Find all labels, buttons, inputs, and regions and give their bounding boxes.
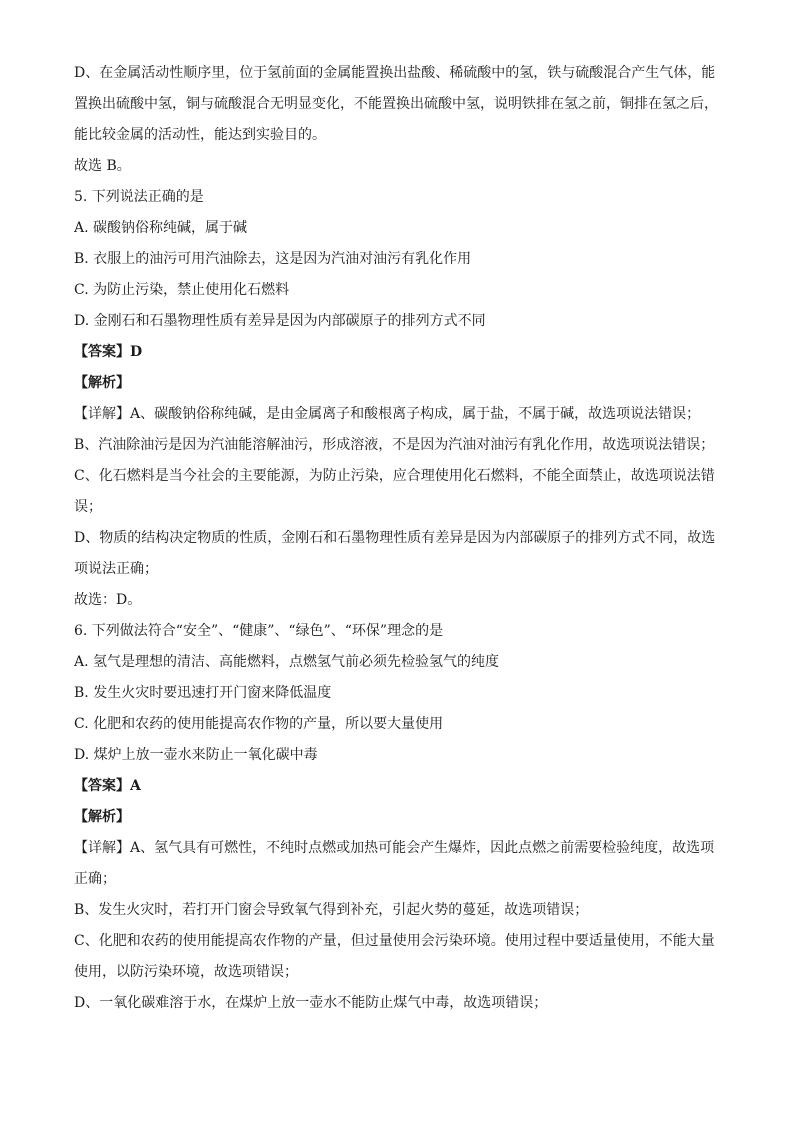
text-line: C、化石燃料是当今社会的主要能源，为防止污染，应合理使用化石燃料，不能全面禁止，故选项说法错 [74, 468, 715, 484]
question-6-option-d: D. 煤炉上放一壶水来防止一氧化碳中毒 [74, 747, 318, 763]
text-line: 【详解】A、碳酸钠俗称纯碱，是由金属离子和酸根离子构成，属于盐，不属于碱，故选项说法错误； [74, 406, 701, 422]
text-line: 故选：D。 [74, 592, 142, 608]
question-6-analysis-heading: 【解析】 [74, 809, 130, 825]
text-line: 误； [74, 499, 102, 515]
question-5-option-d: D. 金刚石和石墨物理性质有差异是因为内部碳原子的排列方式不同 [74, 313, 486, 329]
text-line: 【详解】A、氢气具有可燃性，不纯时点燃或加热可能会产生爆炸，因此点燃之前需要检验纯度，故选项 [74, 840, 715, 856]
text-line: 置换出硫酸中氢，铜与硫酸混合无明显变化，不能置换出硫酸中氢，说明铁排在氢之前，铜排在氢之后， [74, 96, 718, 112]
question-6-option-b: B. 发生火灾时要迅速打开门窗来降低温度 [74, 685, 332, 701]
text-line: 使用，以防污染环境，故选项错误； [74, 964, 298, 980]
text-line: D、一氧化碳难溶于水，在煤炉上放一壶水不能防止煤气中毒，故选项错误； [74, 995, 548, 1011]
question-6-option-a: A. 氢气是理想的清洁、高能燃料，点燃氢气前必须先检验氢气的纯度 [74, 654, 500, 670]
text-line: 正确； [74, 871, 116, 887]
question-5-answer: 【答案】D [74, 344, 143, 360]
question-5-analysis-heading: 【解析】 [74, 375, 130, 391]
text-line: 能比较金属的活动性，能达到实验目的。 [74, 127, 326, 143]
text-line: D、在金属活动性顺序里，位于氢前面的金属能置换出盐酸、稀硫酸中的氢，铁与硫酸混合产生气体，能 [74, 65, 716, 81]
text-line: B、发生火灾时，若打开门窗会导致氧气得到补充，引起火势的蔓延，故选项错误； [74, 902, 589, 918]
text-line: 项说法正确； [74, 561, 158, 577]
question-5-option-b: B. 衣服上的油污可用汽油除去，这是因为汽油对油污有乳化作用 [74, 251, 472, 267]
question-5-stem: 5. 下列说法正确的是 [74, 189, 204, 205]
document-body [74, 58, 724, 1019]
question-6-stem: 6. 下列做法符合“安全”、“健康”、“绿色”、“环保”理念的是 [74, 623, 444, 639]
question-6-answer: 【答案】A [74, 778, 141, 794]
text-line: D、物质的结构决定物质的性质，金刚石和石墨物理性质有差异是因为内部碳原子的排列方式不同，故选 [74, 530, 716, 546]
text-line: 故选 B。 [74, 158, 131, 174]
question-5-option-a: A. 碳酸钠俗称纯碱，属于碱 [74, 220, 248, 236]
question-6-option-c: C. 化肥和农药的使用能提高农作物的产量，所以要大量使用 [74, 716, 444, 732]
text-line: C、化肥和农药的使用能提高农作物的产量，但过量使用会污染环境。使用过程中要适量使用，不能大量 [74, 933, 715, 949]
text-line: B、汽油除油污是因为汽油能溶解油污，形成溶液，不是因为汽油对油污有乳化作用，故选项说法错误； [74, 437, 715, 453]
question-5-option-c: C. 为防止污染，禁止使用化石燃料 [74, 282, 290, 298]
